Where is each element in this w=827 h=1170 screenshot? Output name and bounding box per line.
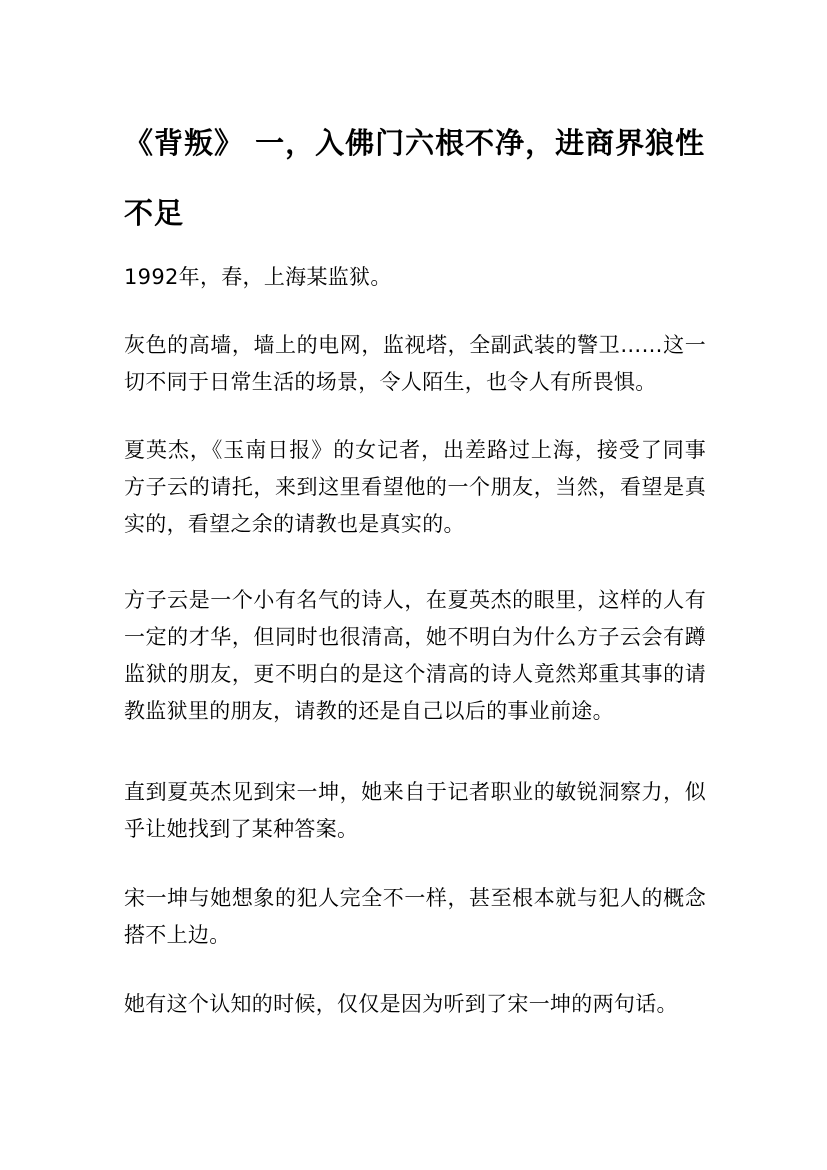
paragraph-7: 她有这个认知的时候，仅仅是因为听到了宋一坤的两句话。 (124, 992, 678, 1016)
paragraph-4: 方子云是一个小有名气的诗人，在夏英杰的眼里，这样的人有一定的才华，但同时也很清高，她不明白为什么方子云会有蹲监狱的朋友，更不明白的是这个清高的诗人竟然郑重其事的请教监狱里的朋友，请教的还是自己以后的事业前途。 (124, 588, 706, 723)
paragraph-2: 灰色的高墙，墙上的电网，监视塔，全副武装的警卫……这一切不同于日常生活的场景，令人陌生，也令人有所畏惧。 (124, 333, 706, 394)
paragraph-1: 1992年，春，上海某监狱。 (124, 265, 392, 289)
document-title: 《背叛》 一，入佛门六根不净，进商界狼性不足 (124, 126, 706, 230)
paragraph-5: 直到夏英杰见到宋一坤，她来自于记者职业的敏锐洞察力，似乎让她找到了某种答案。 (124, 780, 706, 841)
paragraph-6: 宋一坤与她想象的犯人完全不一样，甚至根本就与犯人的概念搭不上边。 (124, 886, 706, 947)
paragraph-3: 夏英杰，《玉南日报》的女记者，出差路过上海，接受了同事方子云的请托，来到这里看望他的一个朋友，当然，看望是真实的，看望之余的请教也是真实的。 (124, 438, 706, 536)
